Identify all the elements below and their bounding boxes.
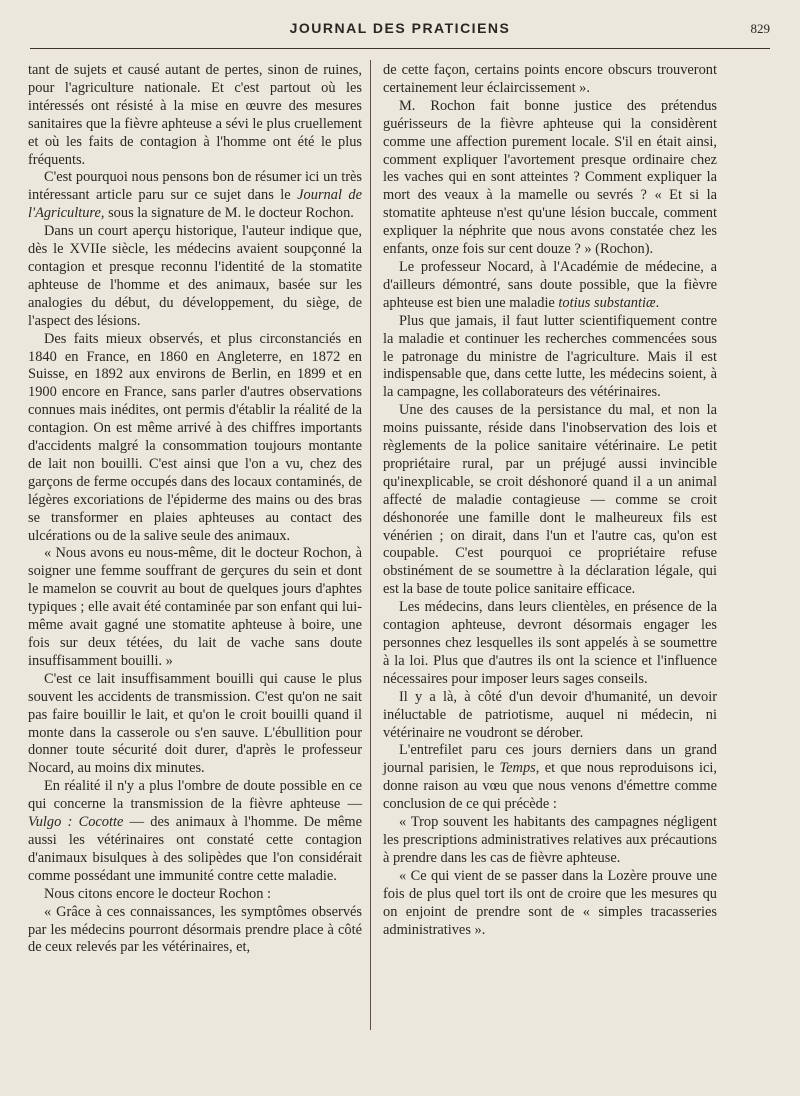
text-run: Des faits mieux observés, et plus circonstanciés en 1840 en France, en 1860 en Angleterre, en 1872 en Suisse, en 1892 aux environs de Berlin, en 1899 et en 1900 encore en France, sans parler d'autres observations connues mais inédites, ont permis d'établir la réalité de la contagion. On est même arrivé à des chiffres importants d'accidents malgré la consommation toujours montante de lait non bouilli. C'est ainsi que l'on a vu, chez des garçons de ferme occupés dans des locaux contaminés, de légères excoriations de l'épiderme des mains ou des bras se transformer en plaies aphteuses au contact des ulcérations ou de la salive seule des animaux. <box>28 330 362 544</box>
text-run: de cette façon, certains points encore obscurs trouveront certainement leur éclaircissement ». <box>383 62 717 96</box>
header-rule <box>30 48 770 49</box>
text-run: « Nous avons eu nous-même, dit le docteur Rochon, à soigner une femme souffrant de gerçures du sein et dont le mamelon se couvrit au bout de quelques jours d'aphtes typiques ; elle avait été contaminée par son enfant qui lui-même avait gagné une stomatite aphteuse à boire, une fois sur deux tétées, du lait de vache sans doute insuffisamment bouilli. » <box>28 545 362 669</box>
paragraph <box>28 671 362 778</box>
left-column <box>28 62 362 957</box>
paragraph <box>28 778 362 885</box>
right-column <box>383 62 717 939</box>
text-run: Nous citons encore le docteur Rochon : <box>44 885 271 902</box>
text-run: C'est pourquoi nous pensons bon de résumer ici un très intéressant article paru sur ce sujet dans le <box>28 169 362 204</box>
paragraph <box>383 313 717 403</box>
text-run: Il y a là, à côté d'un devoir d'humanité, un devoir inéluctable de patriotisme, auquel ni médecin, ni vétérinaire ne voudront se dérober. <box>383 688 717 741</box>
paragraph <box>383 689 717 743</box>
paragraph <box>28 223 362 330</box>
journal-title: JOURNAL DES PRATICIENS <box>289 20 511 36</box>
text-run: Les médecins, dans leurs clientèles, en présence de la contagion aphteuse, devront désormais engager les personnes chez lesquelles ils sont appelés à se soumettre à la loi. Plus que d'autres ils ont la science et l'influence nécessaires pour imposer leurs sages conseils. <box>383 599 717 687</box>
paragraph <box>28 545 362 670</box>
paragraph <box>383 62 717 98</box>
text-run: M. Rochon fait bonne justice des prétendus guérisseurs de la fièvre aphteuse qui la considèrent comme une affection purement locale. S'il en était ainsi, comment expliquer l'avortement presque ordinaire chez les vaches qui en sont atteintes ? Comment expliquer la mort des veaux à la mamelle ou sevrés ? « Et si la stomatite aphteuse n'est qu'une lésion buccale, comment expliquer la néphrite que nous avons constatée chez les enfants, onze fois sur cent douze ? » (Rochon). <box>383 97 717 258</box>
paragraph <box>383 814 717 868</box>
column-divider <box>370 60 371 1030</box>
paragraph <box>28 169 362 223</box>
italic-text: Journal de l'Agriculture <box>28 187 362 222</box>
italic-text: Temps <box>499 760 536 777</box>
text-run: . <box>655 294 660 311</box>
paragraph <box>383 868 717 940</box>
italic-text: totius substantiæ <box>558 294 656 311</box>
text-run: « Grâce à ces connaissances, les symptômes observés par les médecins pourront désormais prendre place à côté de ceux relevés par les vétérinaires, et, <box>28 903 362 956</box>
text-run: C'est ce lait insuffisamment bouilli qui cause le plus souvent les accidents de transmission. C'est qu'on ne sait pas faire bouillir le lait, et qu'on le croit bouilli quand il monte dans la casserole ou s'en sauve. L'ébullition pour donner toute sécurité doit durer, d'après le professeur Nocard, au moins dix minutes. <box>28 670 362 777</box>
paragraph <box>383 742 717 814</box>
running-header <box>30 18 770 44</box>
text-run: Dans un court aperçu historique, l'auteur indique que, dès le XVIIe siècle, les médecins avaient soupçonné la contagion et presque reconnu l'identité de la stomatite aphteuse de l'homme et des animaux, basée sur les analogies du début, du développement, du siège, de l'aspect des lésions. <box>28 223 362 329</box>
paragraph <box>383 599 717 689</box>
text-run: Une des causes de la persistance du mal, et non la moins puissante, réside dans l'inobservation des lois et règlements de la police sanitaire vétérinaire. Le petit propriétaire rural, par un préjugé aussi invincible qu'inexplicable, se croit déshonoré quand il a un animal affecté de maladie contagieuse — comme se croit déshonorée une famille dont le malheureux fils est vénérien ; on dirait, dans l'un et l'autre cas, qu'on est coupable. C'est pourquoi ce propriétaire refuse obstinément de se soumettre à la déclaration légale, qui est la base de toute police sanitaire efficace. <box>383 402 717 598</box>
text-run: , sous la signature de M. le docteur Rochon. <box>100 205 354 222</box>
text-run: Plus que jamais, il faut lutter scientifiquement contre la maladie et continuer les recherches commencées sous le patronage du ministre de l'agriculture. Mais il est indispensable que, dans cette lutte, les médecins soient, à la campagne, les collaborateurs des vétérinaires. <box>383 312 717 401</box>
text-run: En réalité il n'y a plus l'ombre de doute possible en ce qui concerne la transmission de la fièvre aphteuse — <box>28 778 362 813</box>
text-run: « Trop souvent les habitants des campagnes négligent les prescriptions administratives relatives aux précautions à prendre dans les cas de fièvre aphteuse. <box>383 814 717 866</box>
paragraph <box>383 402 717 599</box>
paragraph <box>28 62 362 169</box>
page-number: 829 <box>750 21 770 36</box>
paragraph <box>383 98 717 259</box>
text-run: , et que nous reproduisons ici, donne raison au vœu que nous venons d'émettre comme conclusion de ce qui précède : <box>383 760 717 813</box>
text-run: tant de sujets et causé autant de pertes, sinon de ruines, pour l'agriculture nationale. Et c'est partout où les intéressés ont résisté à la mise en œuvre des mesures sanitaires que la fièvre aphteuse a sévi le plus cruellement et où les faits de contagion à l'homme ont été le plus fréquents. <box>28 62 362 168</box>
paragraph <box>383 259 717 313</box>
italic-text: Vulgo : Cocotte <box>28 814 124 831</box>
paragraph <box>28 904 362 958</box>
text-run: Le professeur Nocard, à l'Académie de médecine, a d'ailleurs démontré, sans doute possible, que la fièvre aphteuse est bien une maladie <box>383 258 717 311</box>
text-run: — des animaux à l'homme. De même aussi les vétérinaires ont constaté cette contagion d'animaux bisulques à des solipèdes que l'on considérait comme possédant une immunité contre cette maladie. <box>28 814 362 884</box>
text-run: L'entrefilet paru ces jours derniers dans un grand journal parisien, le <box>383 742 717 777</box>
paragraph <box>28 886 362 904</box>
paragraph <box>28 331 362 546</box>
text-run: « Ce qui vient de se passer dans la Lozère prouve une fois de plus quel tort ils ont de croire que les mesures qu on enjoint de prendre sont de « simples tracasseries administratives ». <box>383 867 717 938</box>
